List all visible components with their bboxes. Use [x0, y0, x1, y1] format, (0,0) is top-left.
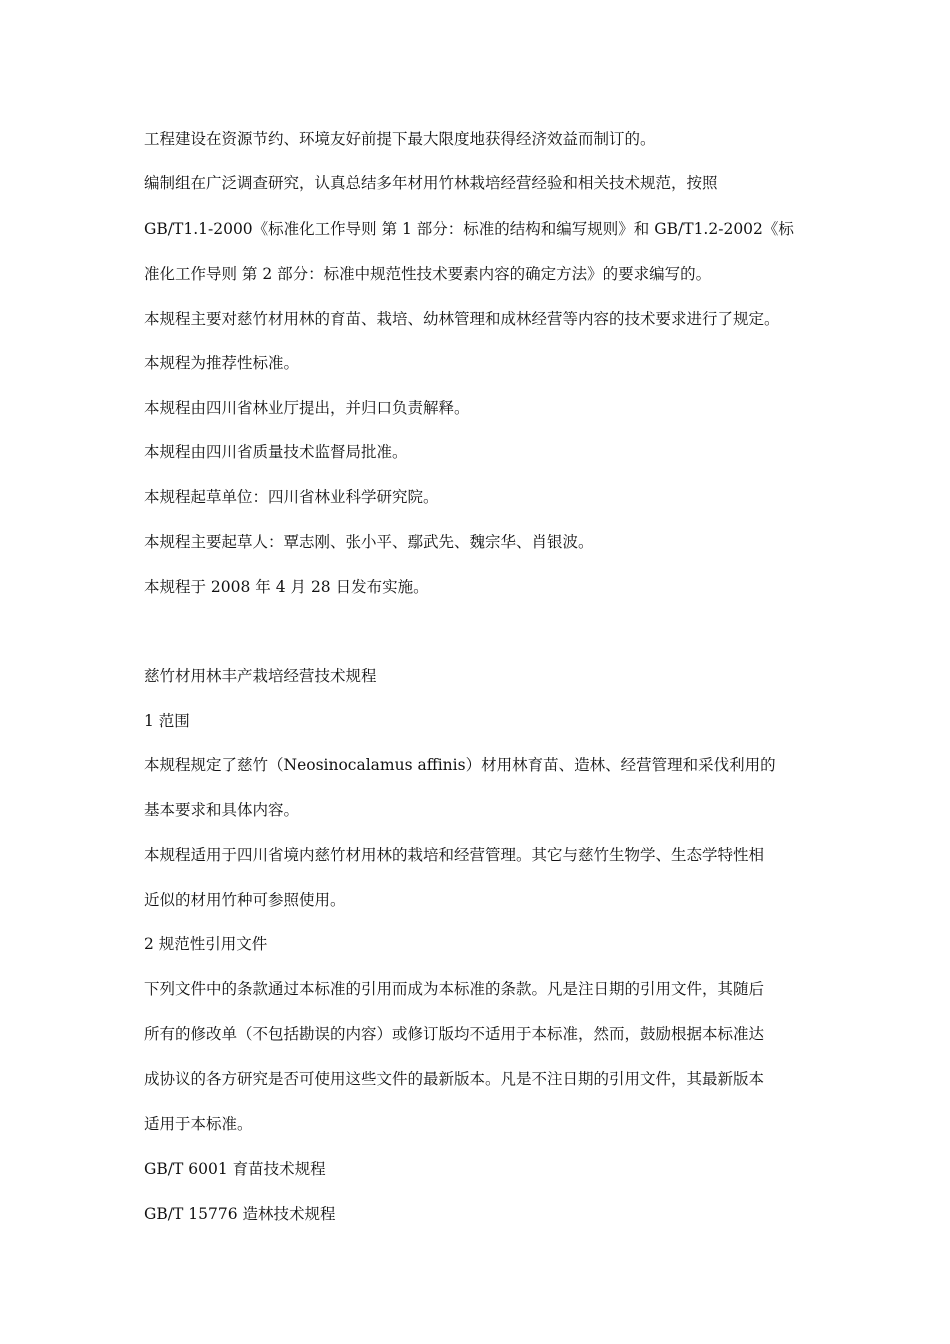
- intro-line-9: 本规程起草单位：四川省林业科学研究院。: [144, 488, 439, 506]
- section-1-p2-line-1: 本规程适用于四川省境内慈竹材用林的栽培和经营管理。其它与慈竹生物学、生态学特性相: [144, 846, 765, 864]
- reference-gbt-6001: GB/T 6001 育苗技术规程: [144, 1160, 326, 1178]
- intro-line-3: GB/T1.1-2000《标准化工作导则 第 1 部分：标准的结构和编写规则》和 GB/T1.2-2002《标: [144, 220, 794, 238]
- section-1-p1-line-1: 本规程规定了慈竹（Neosinocalamus affinis）材用林育苗、造林、经营管理和采伐利用的: [144, 756, 776, 774]
- intro-line-2: 编制组在广泛调查研究，认真总结多年材用竹林栽培经营经验和相关技术规范，按照: [144, 174, 718, 192]
- intro-line-4: 准化工作导则 第 2 部分：标准中规范性技术要素内容的确定方法》的要求编写的。: [144, 265, 712, 283]
- intro-line-6: 本规程为推荐性标准。: [144, 354, 300, 372]
- intro-line-1: 工程建设在资源节约、环境友好前提下最大限度地获得经济效益而制订的。: [144, 130, 656, 148]
- section-2-p1-line-4: 适用于本标准。: [144, 1115, 253, 1133]
- section-1-p2-line-2: 近似的材用竹种可参照使用。: [144, 891, 346, 909]
- document-title: 慈竹材用林丰产栽培经营技术规程: [144, 667, 377, 685]
- intro-line-5: 本规程主要对慈竹材用林的育苗、栽培、幼林管理和成林经营等内容的技术要求进行了规定。: [144, 310, 780, 328]
- section-2-p1-line-2: 所有的修改单（不包括勘误的内容）或修订版均不适用于本标准，然而，鼓励根据本标准达: [144, 1025, 765, 1043]
- section-1-heading: 1 范围: [144, 712, 190, 730]
- intro-line-11: 本规程于 2008 年 4 月 28 日发布实施。: [144, 578, 429, 596]
- section-2-heading: 2 规范性引用文件: [144, 935, 268, 953]
- section-2-p1-line-3: 成协议的各方研究是否可使用这些文件的最新版本。凡是不注日期的引用文件，其最新版本: [144, 1070, 765, 1088]
- intro-line-8: 本规程由四川省质量技术监督局批准。: [144, 443, 408, 461]
- intro-line-7: 本规程由四川省林业厅提出，并归口负责解释。: [144, 399, 470, 417]
- section-2-p1-line-1: 下列文件中的条款通过本标准的引用而成为本标准的条款。凡是注日期的引用文件，其随后: [144, 980, 765, 998]
- reference-gbt-15776: GB/T 15776 造林技术规程: [144, 1205, 336, 1223]
- intro-line-10: 本规程主要起草人：覃志刚、张小平、鄢武先、魏宗华、肖银波。: [144, 533, 594, 551]
- section-1-p1-line-2: 基本要求和具体内容。: [144, 801, 300, 819]
